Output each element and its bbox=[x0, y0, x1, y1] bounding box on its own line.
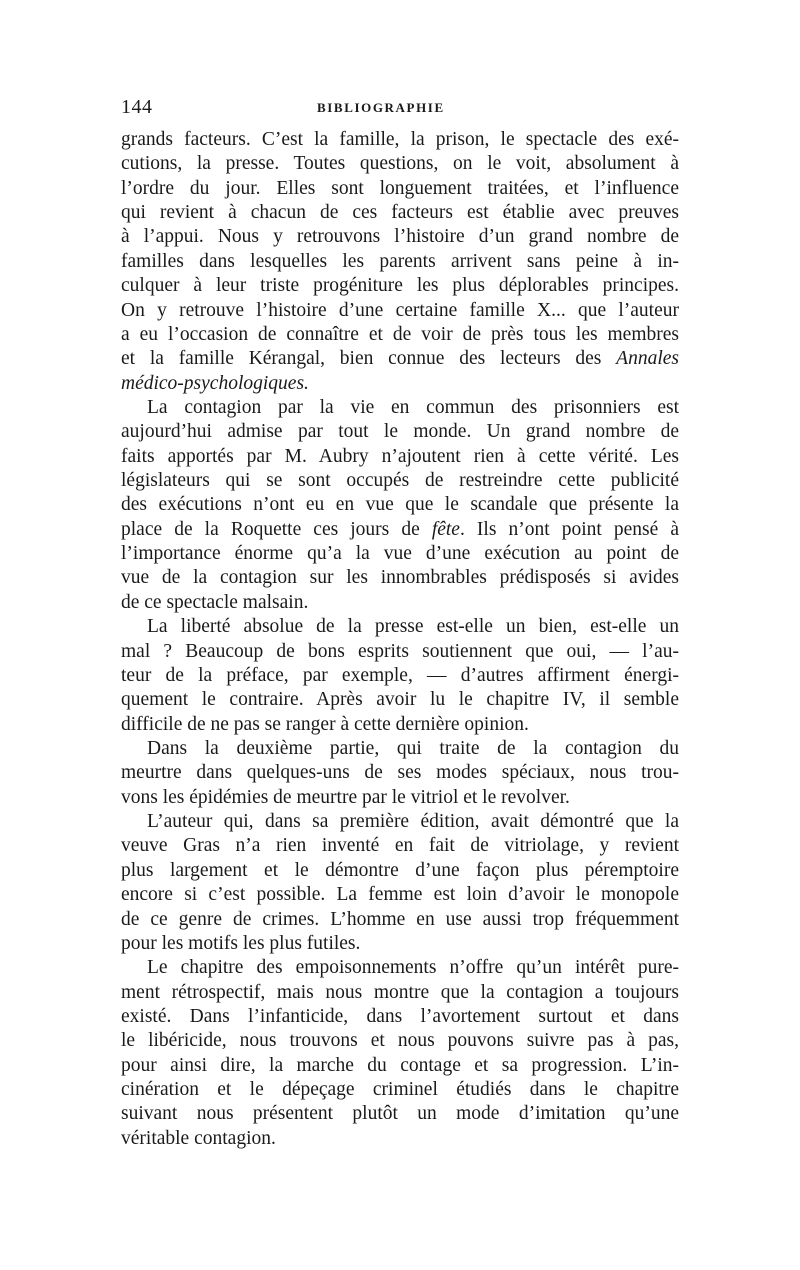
text-line: ment rétrospectif, mais nous montre que la contagion a toujours bbox=[121, 981, 679, 1003]
text-segment: et la famille Kérangal, bien connue des lecteurs des bbox=[121, 348, 602, 370]
text-line: L’auteur qui, dans sa première édition, avait démontré que la bbox=[147, 811, 679, 833]
text-line: qui revient à chacun de ces facteurs est établie avec preuves bbox=[121, 202, 679, 224]
text-line: de ce genre de crimes. L’homme en use aussi trop fréquemment bbox=[121, 908, 679, 930]
page-body bbox=[121, 128, 679, 1151]
running-title: BIBLIOGRAPHIE bbox=[317, 100, 445, 115]
text-line: des exécutions n’ont eu en vue que le scandale que présente la bbox=[121, 494, 679, 516]
text-line: de ce spectacle malsain. bbox=[121, 591, 309, 613]
italic-word: fête bbox=[431, 518, 460, 540]
text-line: médico-psychologiques. bbox=[121, 372, 309, 394]
text-line: à l’appui. Nous y retrouvons l’histoire d’un grand nombre de bbox=[121, 226, 679, 248]
text-line: véritable contagion. bbox=[121, 1127, 276, 1149]
text-line: veuve Gras n’a rien inventé en fait de vitriolage, y revient bbox=[121, 835, 679, 857]
text-line: culquer à leur triste progéniture les plus déplorables principes. bbox=[121, 275, 679, 297]
text-line: pour les motifs les plus futiles. bbox=[121, 932, 361, 954]
text-segment: . Ils n’ont point pensé à bbox=[459, 518, 679, 540]
text-line: encore si c’est possible. La femme est loin d’avoir le monopole bbox=[121, 884, 679, 906]
text-line: aujourd’hui admise par tout le monde. Un grand nombre de bbox=[121, 421, 679, 443]
text-line: grands facteurs. C’est la famille, la prison, le spectacle des exé- bbox=[121, 129, 679, 150]
text-line: pour ainsi dire, la marche du contage et sa progression. L’in- bbox=[121, 1054, 679, 1076]
text-line: le libéricide, nous trouvons et nous pouvons suivre pas à pas, bbox=[121, 1030, 679, 1052]
text-line: mal ? Beaucoup de bons esprits soutiennent que oui, — l’au- bbox=[121, 640, 679, 662]
text-line: Dans la deuxième partie, qui traite de la contagion du bbox=[147, 737, 679, 759]
text-segment: place de la Roquette ces jours de bbox=[121, 518, 420, 540]
text-line: On y retrouve l’histoire d’une certaine famille X... que l’auteur bbox=[121, 299, 679, 321]
page-header bbox=[121, 96, 679, 124]
text-line: cinération et le dépeçage criminel étudiés dans le chapitre bbox=[121, 1079, 679, 1101]
text-line: quement le contraire. Après avoir lu le chapitre IV, il semble bbox=[121, 689, 679, 711]
text-line bbox=[121, 347, 679, 371]
text-line: La liberté absolue de la presse est-elle un bien, est-elle un bbox=[147, 616, 679, 638]
text-line: Le chapitre des empoisonnements n’offre qu’un intérêt pure- bbox=[147, 957, 679, 979]
text-line: difficile de ne pas se ranger à cette dernière opinion. bbox=[121, 713, 529, 735]
text-line: a eu l’occasion de connaître et de voir de près tous les membres bbox=[121, 323, 679, 345]
text-line: faits apportés par M. Aubry n’ajoutent rien à cette vérité. Les bbox=[121, 445, 679, 467]
text-line: vue de la contagion sur les innombrables prédisposés si avides bbox=[121, 567, 679, 589]
page-number: 144 bbox=[121, 96, 153, 118]
text-line: existé. Dans l’infanticide, dans l’avortement surtout et dans bbox=[121, 1005, 679, 1027]
text-line: meurtre dans quelques-uns de ses modes spéciaux, nous trou- bbox=[121, 762, 679, 784]
text-line: l’ordre du jour. Elles sont longuement traitées, et l’influence bbox=[121, 177, 679, 199]
text-line: l’importance énorme qu’a la vue d’une exécution au point de bbox=[121, 543, 679, 565]
text-line: vons les épidémies de meurtre par le vitriol et le revolver. bbox=[121, 786, 570, 808]
text-line: teur de la préface, par exemple, — d’autres affirment énergi- bbox=[121, 664, 679, 686]
text-line: cutions, la presse. Toutes questions, on le voit, absolument à bbox=[121, 153, 679, 175]
text-line: suivant nous présentent plutôt un mode d’imitation qu’une bbox=[121, 1103, 679, 1125]
text-line: La contagion par la vie en commun des prisonniers est bbox=[147, 396, 679, 418]
text-line: législateurs qui se sont occupés de restreindre cette publicité bbox=[121, 470, 679, 492]
text-line: familles dans lesquelles les parents arrivent sans peine à in- bbox=[121, 250, 679, 272]
italic-title: Annales bbox=[616, 348, 679, 370]
text-line bbox=[121, 518, 679, 542]
text-line: plus largement et le démontre d’une façon plus péremptoire bbox=[121, 859, 679, 881]
